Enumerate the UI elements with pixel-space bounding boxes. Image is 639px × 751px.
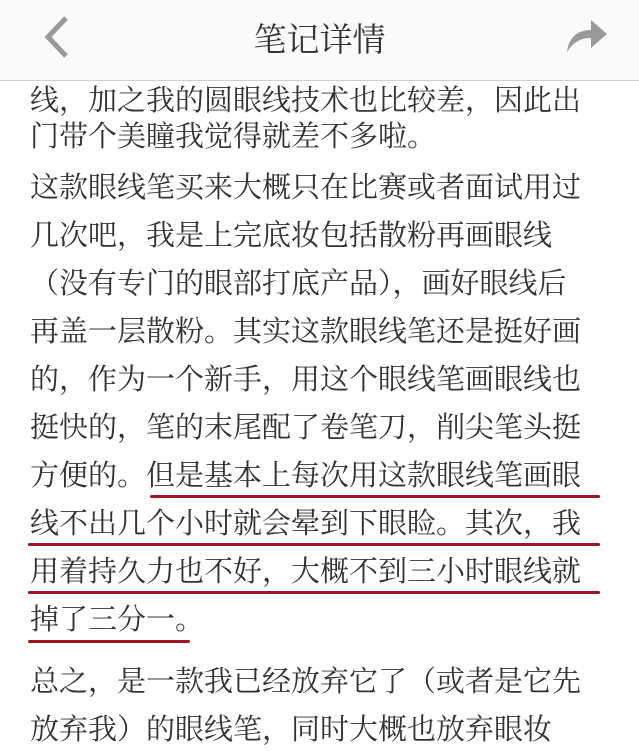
text-line: 再盖一层散粉。其实这款眼线笔还是挺好画 [30,314,582,348]
text-line: 用着持久力也不好，大概不到三小时眼线就 [30,554,582,588]
highlight-underline [150,495,600,498]
text-line: 挺快的，笔的末尾配了卷笔刀，削尖笔头挺 [30,410,582,444]
highlight-underline [28,591,600,594]
text-line: 门带个美瞳我觉得就差不多啦。 [30,119,437,153]
page-title: 笔记详情 [253,20,386,59]
text-line: 线，加之我的圆眼线技术也比较差，因此出 [30,83,582,117]
share-button[interactable] [565,18,609,54]
text-line: 放弃我）的眼线笔，同时大概也放弃眼妆 [30,712,553,746]
text-line: 掉了三分一。 [30,602,205,636]
text-line: 几次吧，我是上完底妆包括散粉再画眼线 [30,218,553,252]
highlight-underline [28,640,190,643]
text-line: 这款眼线笔买来大概只在比赛或者面试用过 [30,170,582,204]
share-arrow-icon [565,18,609,54]
text-line: 线不出几个小时就会晕到下眼睑。其次，我 [30,506,582,540]
top-nav-bar [0,0,639,81]
text-line: （没有专门的眼部打底产品），画好眼线后 [30,266,567,300]
text-line: 方便的。但是基本上每次用这款眼线笔画眼 [30,458,582,492]
highlight-underline [28,543,600,546]
text-line: 的，作为一个新手，用这个眼线笔画眼线也 [30,362,582,396]
text-line: 总之，是一款我已经放弃它了（或者是它先 [30,664,582,698]
